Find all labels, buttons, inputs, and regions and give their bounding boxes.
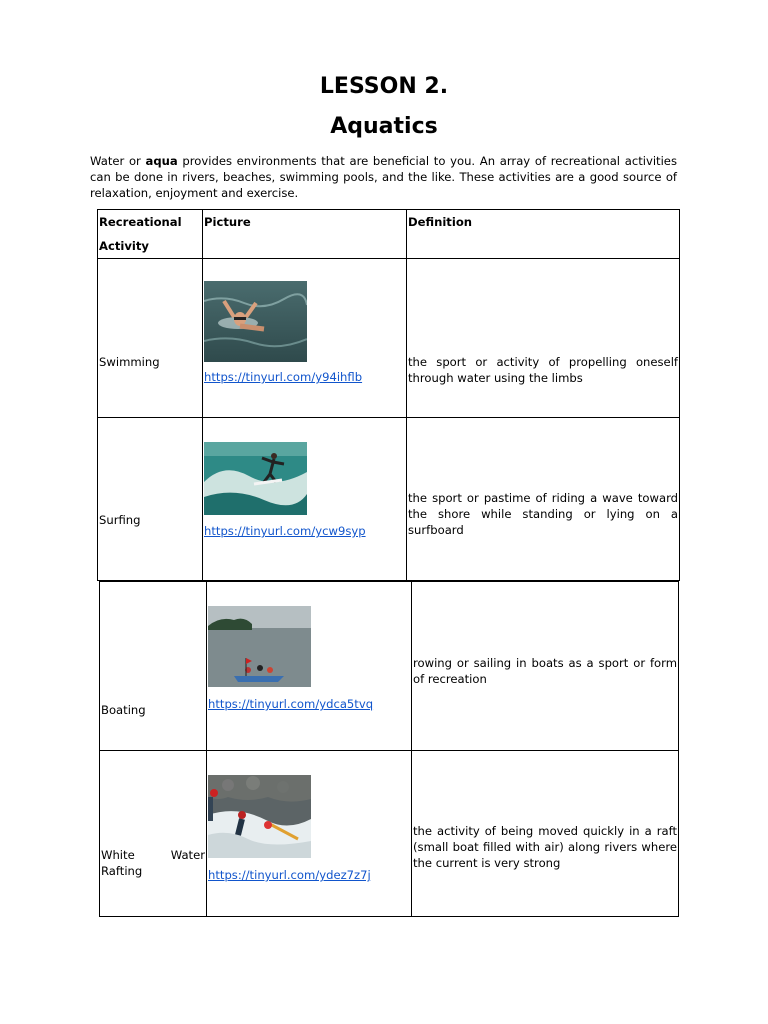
- intro-paragraph: [90, 153, 677, 201]
- definition-text: the sport or activity of propelling oneself through water using the limbs: [408, 355, 678, 385]
- picture-cell: [207, 582, 412, 751]
- header-activity: Recreational Activity: [98, 210, 203, 259]
- table-row: [100, 751, 679, 917]
- surfing-image-link[interactable]: https://tinyurl.com/ycw9syp: [204, 524, 366, 538]
- activities-table-part-2: [99, 581, 679, 917]
- activities-table-part-1: [97, 209, 680, 581]
- table-row: [98, 259, 680, 418]
- activity-label: Surfing: [99, 513, 141, 527]
- definition-cell: [412, 751, 679, 917]
- definition-text: the sport or pastime of riding a wave toward the shore while standing or lying on a surfboard: [408, 491, 678, 537]
- activity-cell: [98, 418, 203, 581]
- activity-label: Boating: [101, 703, 146, 717]
- lesson-title: Aquatics: [330, 114, 438, 139]
- table-header-row: [98, 210, 680, 259]
- surfing-photo: [204, 442, 307, 515]
- boating-photo: [208, 606, 311, 687]
- intro-bold-term: aqua: [145, 154, 178, 168]
- definition-cell: [407, 418, 680, 581]
- header-picture: Picture: [203, 210, 407, 259]
- picture-cell: [207, 751, 412, 917]
- boating-image-link[interactable]: https://tinyurl.com/ydca5tvq: [208, 697, 374, 711]
- definition-text: the activity of being moved quickly in a raft (small boat filled with air) along rivers where the current is very strong: [413, 824, 677, 870]
- definition-text: rowing or sailing in boats as a sport or form of recreation: [413, 656, 677, 686]
- activity-label: White Water Rafting: [101, 848, 205, 878]
- table-row: [98, 418, 680, 581]
- definition-cell: [407, 259, 680, 418]
- picture-cell: [203, 418, 407, 581]
- rafting-photo: [208, 775, 311, 858]
- definition-cell: [412, 582, 679, 751]
- rafting-image-link[interactable]: https://tinyurl.com/ydez7z7j: [208, 868, 371, 882]
- intro-text-2: provides environments that are beneficial to you. An array of recreational activities can be done in rivers, beaches, swimming pools, and the like. These activities are a good source of relaxation, enjoyment and exercise.: [90, 154, 677, 200]
- activity-cell: [98, 259, 203, 418]
- swimming-image-link[interactable]: https://tinyurl.com/y94ihflb: [204, 370, 363, 384]
- intro-text-1: Water or: [90, 154, 146, 168]
- activity-cell: [100, 751, 207, 917]
- swimming-photo: [204, 281, 307, 362]
- header-definition: Definition: [407, 210, 680, 259]
- lesson-number: LESSON 2.: [319, 74, 449, 99]
- table-row: [100, 582, 679, 751]
- activity-cell: [100, 582, 207, 751]
- picture-cell: [203, 259, 407, 418]
- activity-label: Swimming: [99, 355, 160, 369]
